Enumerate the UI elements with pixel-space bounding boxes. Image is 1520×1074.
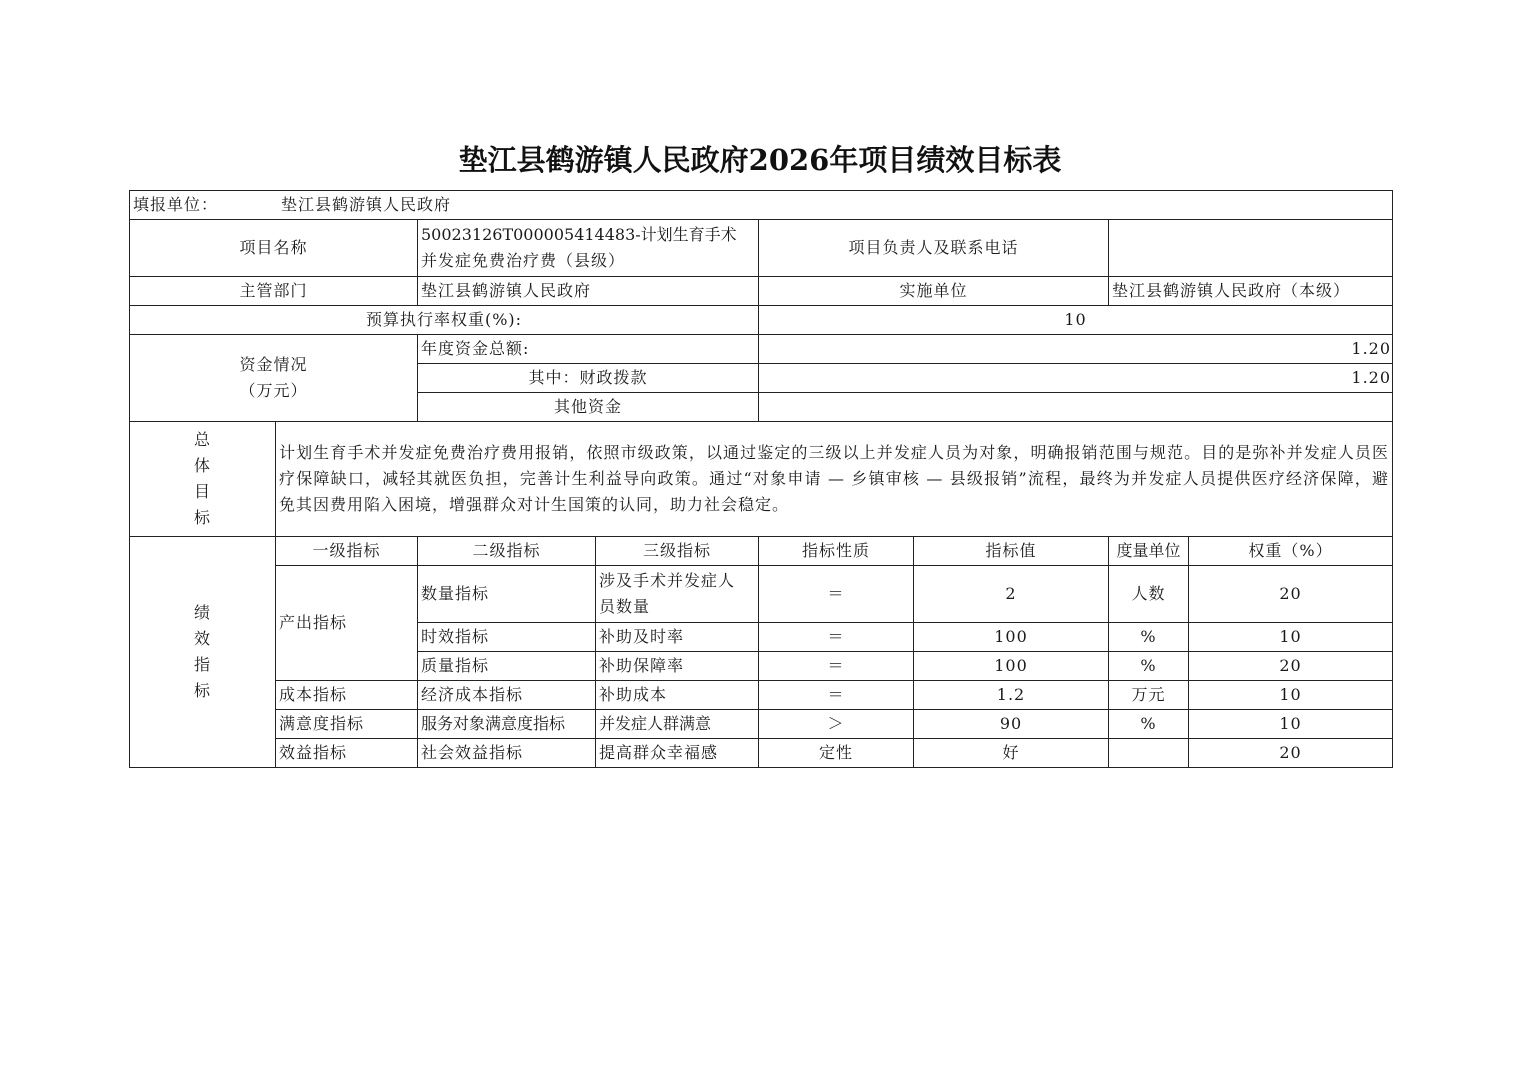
table-row bbox=[130, 566, 1393, 623]
value-cell: 90 bbox=[914, 710, 1109, 739]
unit-row bbox=[130, 191, 1393, 220]
funds-total-value: 1.20 bbox=[759, 335, 1393, 364]
funds-total-row bbox=[130, 335, 1393, 364]
goal-label-char: 总 bbox=[193, 430, 211, 449]
perf-header-row bbox=[130, 537, 1393, 566]
level3-cell: 提高群众幸福感 bbox=[596, 739, 759, 768]
output-label: 产出指标 bbox=[276, 566, 418, 681]
unit-value: 垫江县鹤游镇人民政府 bbox=[281, 195, 452, 214]
value-cell: 100 bbox=[914, 652, 1109, 681]
level3-line1: 涉及手术并发症人 bbox=[599, 571, 736, 590]
weight-cell: 20 bbox=[1189, 652, 1393, 681]
level1-cell: 效益指标 bbox=[276, 739, 418, 768]
nature-cell: ＝ bbox=[759, 566, 914, 623]
dept-label: 主管部门 bbox=[130, 277, 418, 306]
value-cell: 2 bbox=[914, 566, 1109, 623]
level3-cell: 并发症人群满意 bbox=[596, 710, 759, 739]
table-row bbox=[130, 739, 1393, 768]
funds-other-label: 其他资金 bbox=[418, 393, 759, 422]
performance-table bbox=[129, 190, 1393, 768]
nature-cell: 定性 bbox=[759, 739, 914, 768]
weight-cell: 20 bbox=[1189, 739, 1393, 768]
weight-cell: 10 bbox=[1189, 681, 1393, 710]
unit-cell: % bbox=[1109, 652, 1189, 681]
dept-row bbox=[130, 277, 1393, 306]
goal-label-char: 体 bbox=[193, 456, 211, 475]
unit-cell: % bbox=[1109, 623, 1189, 652]
level2-cell: 质量指标 bbox=[418, 652, 596, 681]
level1-cell: 满意度指标 bbox=[276, 710, 418, 739]
unit-label: 填报单位： bbox=[133, 195, 219, 214]
value-cell: 1.2 bbox=[914, 681, 1109, 710]
nature-cell: ＝ bbox=[759, 681, 914, 710]
perf-label-char: 绩 bbox=[193, 603, 211, 622]
weight-cell: 10 bbox=[1189, 710, 1393, 739]
header-level3: 三级指标 bbox=[596, 537, 759, 566]
table-row bbox=[130, 710, 1393, 739]
weight-cell: 20 bbox=[1189, 566, 1393, 623]
unit-cell: 人数 bbox=[1109, 566, 1189, 623]
unit-cell: 万元 bbox=[1109, 681, 1189, 710]
funds-other-value bbox=[759, 393, 1393, 422]
level3-line2: 员数量 bbox=[599, 597, 651, 616]
nature-cell: ＝ bbox=[759, 652, 914, 681]
level2-cell: 时效指标 bbox=[418, 623, 596, 652]
header-level1: 一级指标 bbox=[276, 537, 418, 566]
unit-cell bbox=[130, 191, 1393, 220]
level2-cell: 数量指标 bbox=[418, 566, 596, 623]
weight-cell: 10 bbox=[1189, 623, 1393, 652]
funds-total-label: 年度资金总额: bbox=[418, 335, 759, 364]
goal-text: 计划生育手术并发症免费治疗费用报销，依照市级政策，以通过鉴定的三级以上并发症人员为对象，明确报销范围与规范。目的是弥补并发症人员医疗保障缺口，减轻其就医负担，完善计生利益导向政策。通过“对象申请 — 乡镇审核 — 县级报销”流程，最终为并发症人员提供医疗经济保障，避免其因费用陷入困境，增强群众对计生国策的认同，助力社会稳定。 bbox=[276, 422, 1393, 537]
unit-cell bbox=[1109, 739, 1189, 768]
page-title: 垫江县鹤游镇人民政府2026年项目绩效目标表 bbox=[458, 143, 1062, 177]
project-name-value bbox=[418, 220, 759, 277]
header-value: 指标值 bbox=[914, 537, 1109, 566]
project-name-label: 项目名称 bbox=[130, 220, 418, 277]
impl-label: 实施单位 bbox=[759, 277, 1109, 306]
goal-row bbox=[130, 422, 1393, 537]
goal-label-char: 目 bbox=[193, 482, 211, 501]
budget-label: 预算执行率权重(%): bbox=[130, 306, 759, 335]
impl-value: 垫江县鹤游镇人民政府（本级） bbox=[1109, 277, 1393, 306]
goal-label bbox=[130, 422, 276, 537]
value-cell: 100 bbox=[914, 623, 1109, 652]
level3-cell: 补助保障率 bbox=[596, 652, 759, 681]
header-unit: 度量单位 bbox=[1109, 537, 1189, 566]
level2-cell: 服务对象满意度指标 bbox=[418, 710, 596, 739]
budget-value: 10 bbox=[759, 306, 1393, 335]
header-level2: 二级指标 bbox=[418, 537, 596, 566]
project-contact-value bbox=[1109, 220, 1393, 277]
header-weight: 权重（%） bbox=[1189, 537, 1393, 566]
perf-label-char: 效 bbox=[193, 629, 211, 648]
project-name-line2: 并发症免费治疗费（县级） bbox=[421, 251, 626, 270]
budget-row bbox=[130, 306, 1393, 335]
funds-label bbox=[130, 335, 418, 422]
dept-value: 垫江县鹤游镇人民政府 bbox=[418, 277, 759, 306]
funds-label-line1: 资金情况 bbox=[239, 355, 308, 374]
value-cell: 好 bbox=[914, 739, 1109, 768]
nature-cell: ＝ bbox=[759, 623, 914, 652]
table-row bbox=[130, 681, 1393, 710]
goal-label-char: 标 bbox=[193, 508, 211, 527]
level3-cell: 补助成本 bbox=[596, 681, 759, 710]
perf-label-char: 指 bbox=[193, 655, 211, 674]
perf-label bbox=[130, 537, 276, 768]
level1-cell: 成本指标 bbox=[276, 681, 418, 710]
funds-fiscal-value: 1.20 bbox=[759, 364, 1393, 393]
perf-label-char: 标 bbox=[193, 681, 211, 700]
unit-cell: % bbox=[1109, 710, 1189, 739]
project-row bbox=[130, 220, 1393, 277]
level3-cell bbox=[596, 566, 759, 623]
project-contact-label: 项目负责人及联系电话 bbox=[759, 220, 1109, 277]
funds-fiscal-label: 其中：财政拨款 bbox=[418, 364, 759, 393]
project-name-line1: 50023126T000005414483-计划生育手术 bbox=[421, 225, 737, 244]
level3-cell: 补助及时率 bbox=[596, 623, 759, 652]
level2-cell: 社会效益指标 bbox=[418, 739, 596, 768]
funds-label-line2: （万元） bbox=[239, 381, 308, 400]
header-nature: 指标性质 bbox=[759, 537, 914, 566]
level2-cell: 经济成本指标 bbox=[418, 681, 596, 710]
nature-cell: ＞ bbox=[759, 710, 914, 739]
